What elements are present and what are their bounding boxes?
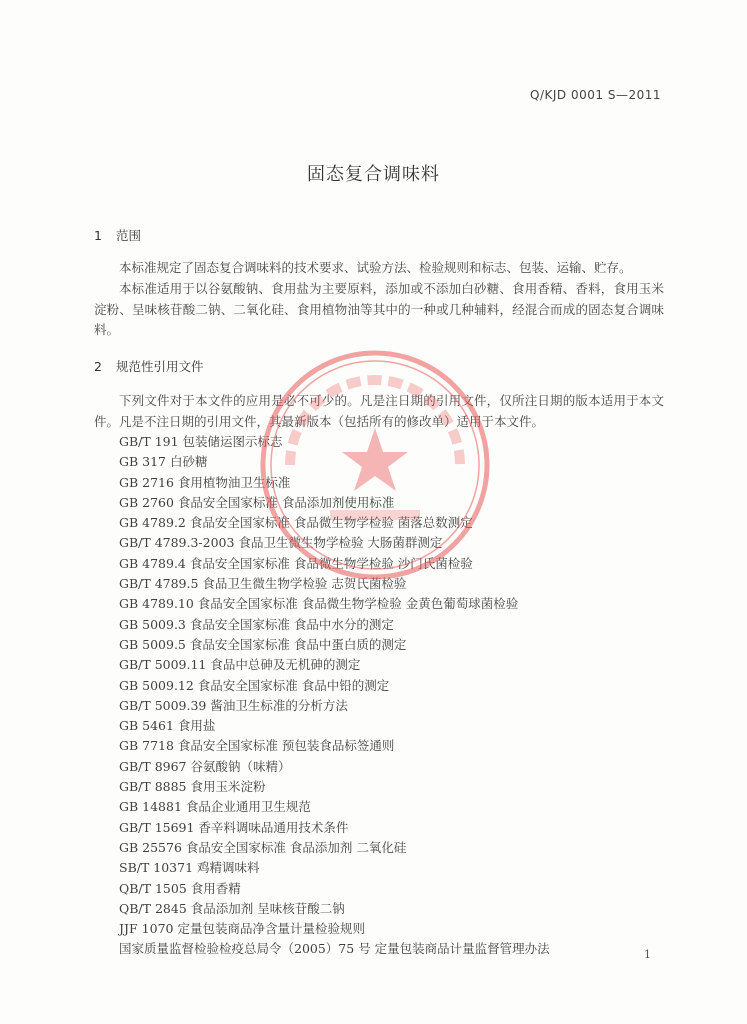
scope-paragraph-2: 本标准适用于以谷氨酸钠、食用盐为主要原料，添加或不添加白砂糖、食用香精、香料，食用玉米淀粉、呈味核苷酸二钠、二氧化硅、食用植物油等其中的一种或几种辅料，经混合而成的固态复合调味料。 — [94, 281, 664, 337]
reference-list — [119, 432, 550, 960]
section-title: 范围 — [116, 228, 142, 243]
reference-item: GB 14881 食品企业通用卫生规范 — [119, 799, 311, 815]
reference-item: GB 4789.4 食品安全国家标准 食品微生物学检验 沙门氏菌检验 — [119, 555, 473, 571]
reference-item: SB/T 10371 鸡精调味料 — [119, 860, 260, 876]
reference-item: GB 2716 食用植物油卫生标准 — [119, 474, 291, 490]
reference-item: GB 7718 食品安全国家标准 预包装食品标签通则 — [119, 738, 395, 754]
reference-item: GB 4789.2 食品安全国家标准 食品微生物学检验 菌落总数测定 — [119, 515, 473, 531]
section-title: 规范性引用文件 — [116, 359, 204, 374]
reference-item: GB/T 5009.11 食品中总砷及无机砷的测定 — [119, 657, 361, 673]
reference-item: GB 5009.12 食品安全国家标准 食品中铅的测定 — [119, 677, 390, 693]
reference-item: GB/T 4789.3-2003 食品卫生微生物学检验 大肠菌群测定 — [119, 535, 443, 551]
reference-item: QB/T 1505 食用香精 — [119, 880, 241, 896]
reference-item: GB 4789.10 食品安全国家标准 食品微生物学检验 金黄色葡萄球菌检验 — [119, 596, 519, 612]
reference-item: GB/T 8885 食用玉米淀粉 — [119, 779, 266, 795]
reference-item: GB 5461 食用盐 — [119, 718, 216, 734]
reference-item: 国家质量监督检验检疫总局令（2005）75 号 定量包装商品计量监督管理办法 — [119, 941, 550, 957]
standard-code: Q/KJD 0001 S—2011 — [530, 88, 661, 102]
reference-item: GB 5009.5 食品安全国家标准 食品中蛋白质的测定 — [119, 636, 407, 652]
section-2-heading — [94, 357, 204, 375]
normative-references-intro: 下列文件对于本文件的应用是必不可少的。凡是注日期的引用文件，仅所注日期的版本适用于本文件。凡是不注日期的引用文件，其最新版本（包括所有的修改单）适用于本文件。 — [94, 393, 664, 429]
reference-item: GB/T 5009.39 酱油卫生标准的分析方法 — [119, 697, 348, 713]
page-number: 1 — [644, 948, 651, 961]
reference-item: QB/T 2845 食品添加剂 呈味核苷酸二钠 — [119, 900, 345, 916]
reference-item: GB 317 白砂糖 — [119, 454, 208, 470]
section-number: 1 — [94, 228, 102, 243]
reference-item: GB/T 191 包装储运图示标志 — [119, 434, 283, 449]
reference-item: GB 5009.3 食品安全国家标准 食品中水分的测定 — [119, 616, 394, 632]
document-title: 固态复合调味料 — [307, 164, 440, 185]
reference-item: GB 25576 食品安全国家标准 食品添加剂 二氧化硅 — [119, 839, 407, 855]
scope-paragraph-1: 本标准规定了固态复合调味料的技术要求、试验方法、检验规则和标志、包装、运输、贮存。 — [119, 260, 632, 275]
reference-item: GB/T 4789.5 食品卫生微生物学检验 志贺氏菌检验 — [119, 576, 407, 592]
section-1-heading — [94, 226, 141, 244]
section-number: 2 — [94, 359, 102, 374]
reference-item: GB 2760 食品安全国家标准 食品添加剂使用标准 — [119, 494, 395, 510]
reference-item: GB/T 8967 谷氨酸钠（味精） — [119, 758, 291, 774]
reference-item: GB/T 15691 香辛料调味品通用技术条件 — [119, 819, 349, 835]
reference-item: JJF 1070 定量包装商品净含量计量检验规则 — [119, 921, 365, 937]
